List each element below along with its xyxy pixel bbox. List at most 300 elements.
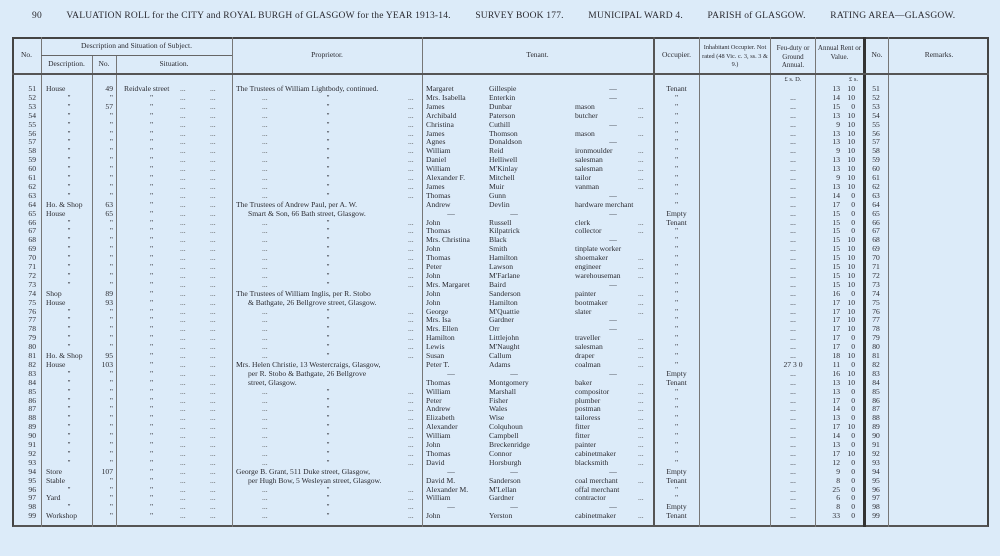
feu-duty: ... <box>790 404 796 414</box>
table-row <box>0 369 1000 378</box>
house-no: " <box>109 164 113 174</box>
house-no: " <box>109 448 113 458</box>
leader-dots: ... <box>180 199 186 209</box>
description: " <box>67 422 71 432</box>
proprietor: The Trustees of William Inglis, per R. Stobo <box>236 288 371 298</box>
occupier: " <box>674 351 679 360</box>
house-no: " <box>109 262 113 271</box>
tenant-first-name: — <box>447 502 455 512</box>
tenant-surname: Connor <box>489 448 512 458</box>
proprietor: " <box>326 173 330 182</box>
leader-dots: ... <box>262 226 268 236</box>
row-no-right: 84 <box>872 377 880 387</box>
situation: " <box>150 262 154 271</box>
feu-duty: ... <box>790 431 796 441</box>
occupier: Empty <box>666 208 687 218</box>
tenant-surname: Enterkin <box>489 92 516 102</box>
leader-dots: ... <box>638 181 644 191</box>
parish: PARISH of GLASGOW. <box>707 11 806 21</box>
tenant-surname: M'Naught <box>489 342 520 352</box>
table-row <box>0 449 1000 458</box>
tenant-surname: Mitchell <box>489 173 515 182</box>
house-no: " <box>109 270 113 280</box>
leader-dots: ... <box>210 502 216 512</box>
feu-duty: ... <box>790 502 796 512</box>
feu-duty: ... <box>790 226 796 236</box>
rent-shillings: 10 <box>847 324 855 334</box>
col-no: No. <box>20 50 33 59</box>
feu-duty: ... <box>790 244 796 254</box>
row-no: 77 <box>28 315 36 325</box>
leader-dots: ... <box>408 119 414 129</box>
proprietor: The Trustees of Andrew Paul, per A. W. <box>236 199 358 209</box>
rent-pounds: 14 <box>832 190 840 200</box>
tenant-occupation: fitter <box>575 422 590 432</box>
leader-dots: ... <box>180 386 186 396</box>
rent-pounds: 33 <box>832 511 840 521</box>
table-row <box>0 280 1000 289</box>
table-row <box>0 289 1000 298</box>
tenant-first-name: John <box>426 511 441 521</box>
leader-dots: ... <box>262 457 268 467</box>
tenant-occupation: collector <box>575 226 602 236</box>
tenant-surname: Adams <box>489 359 511 369</box>
rent-shillings: 0 <box>851 511 855 521</box>
tenant-surname: Gardner <box>489 493 514 503</box>
rent-pounds: 15 <box>832 262 840 271</box>
row-no-right: 76 <box>872 306 880 316</box>
description: " <box>67 324 71 334</box>
leader-dots: ... <box>180 181 186 191</box>
rent-pounds: 13 <box>832 84 840 93</box>
tenant-first-name: Susan <box>426 351 445 360</box>
tenant-occupation: clerk <box>575 217 591 227</box>
leader-dots: ... <box>408 448 414 458</box>
row-no: 79 <box>28 333 36 343</box>
leader-dots: ... <box>638 164 644 174</box>
house-no: " <box>109 377 113 387</box>
feu-duty: ... <box>790 119 796 129</box>
leader-dots: ... <box>210 306 216 316</box>
occupier: " <box>674 226 679 236</box>
row-no: 54 <box>28 110 36 120</box>
leader-dots: ... <box>210 137 216 147</box>
rent-shillings: 0 <box>851 466 855 476</box>
proprietor: " <box>326 448 330 458</box>
leader-dots: ... <box>210 155 216 165</box>
tenant-surname: Smith <box>489 244 508 254</box>
rent-shillings: 0 <box>851 333 855 343</box>
rent-pounds: 17 <box>832 324 840 334</box>
leader-dots: ... <box>408 146 414 156</box>
house-no: " <box>109 253 113 263</box>
situation: " <box>150 217 154 227</box>
description: " <box>67 333 71 343</box>
tenant-surname: Dunbar <box>489 101 512 111</box>
leader-dots: ... <box>262 128 268 138</box>
leader-dots: ... <box>638 262 644 271</box>
situation: " <box>150 484 154 494</box>
proprietor: " <box>326 395 330 405</box>
leader-dots: ... <box>180 368 186 378</box>
survey-book: SURVEY BOOK 177. <box>475 11 564 21</box>
rent-shillings: 10 <box>847 181 855 191</box>
row-no-right: 87 <box>872 404 880 414</box>
table-row <box>0 244 1000 253</box>
tenant-occupation: — <box>609 137 617 147</box>
tenant-occupation: compositor <box>575 386 610 396</box>
tenant-surname: Horsburgh <box>489 457 522 467</box>
row-no-right: 88 <box>872 413 880 423</box>
house-no: " <box>109 475 113 485</box>
rent-pounds: 9 <box>836 119 840 129</box>
situation: " <box>150 173 154 182</box>
leader-dots: ... <box>180 475 186 485</box>
col-description: Description. <box>48 59 85 68</box>
proprietor: " <box>326 422 330 432</box>
house-no: " <box>109 404 113 414</box>
tenant-first-name: John <box>426 217 441 227</box>
leader-dots: ... <box>180 431 186 441</box>
leader-dots: ... <box>262 395 268 405</box>
description: " <box>67 484 71 494</box>
leader-dots: ... <box>638 342 644 352</box>
leader-dots: ... <box>408 155 414 165</box>
tenant-first-name: Elizabeth <box>426 413 455 423</box>
row-no: 84 <box>28 377 36 387</box>
tenant-surname: Kilpatrick <box>489 226 520 236</box>
leader-dots: ... <box>210 466 216 476</box>
tenant-surname: — <box>510 208 518 218</box>
rent-pounds: 6 <box>836 493 840 503</box>
leader-dots: ... <box>180 208 186 218</box>
row-no: 65 <box>28 208 36 218</box>
feu-duty: ... <box>790 190 796 200</box>
tenant-first-name: Archibald <box>426 110 457 120</box>
house-no: " <box>109 342 113 352</box>
tenant-occupation: — <box>609 324 617 334</box>
description: " <box>67 457 71 467</box>
row-no-right: 54 <box>872 110 880 120</box>
row-no: 98 <box>28 502 36 512</box>
row-no-right: 99 <box>872 511 880 521</box>
feu-duty: ... <box>790 306 796 316</box>
description: " <box>67 279 71 289</box>
house-no: 103 <box>101 359 113 369</box>
proprietor: " <box>326 119 330 129</box>
tenant-occupation: coal merchant <box>575 475 618 485</box>
tenant-surname: Littlejohn <box>489 333 519 343</box>
tenant-first-name: Mrs. Isa <box>426 315 451 325</box>
tenant-surname: Gunn <box>489 190 506 200</box>
situation: " <box>150 422 154 432</box>
proprietor: " <box>326 457 330 467</box>
leader-dots: ... <box>408 244 414 254</box>
proprietor: " <box>326 333 330 343</box>
proprietor: per R. Stobo & Bathgate, 26 Bellgrove <box>248 368 367 378</box>
situation: " <box>150 413 154 423</box>
leader-dots: ... <box>408 511 414 521</box>
proprietor: " <box>326 493 330 503</box>
leader-dots: ... <box>210 368 216 378</box>
leader-dots: ... <box>180 297 186 307</box>
occupier: Tenant <box>666 475 687 485</box>
leader-dots: ... <box>262 386 268 396</box>
proprietor: " <box>326 484 330 494</box>
tenant-occupation: — <box>609 84 617 93</box>
table-row <box>0 378 1000 387</box>
row-no-right: 56 <box>872 128 880 138</box>
leader-dots: ... <box>210 457 216 467</box>
feu-duty: ... <box>790 511 796 521</box>
row-no-right: 63 <box>872 190 880 200</box>
house-no: " <box>109 173 113 182</box>
leader-dots: ... <box>180 137 186 147</box>
row-no: 51 <box>28 84 36 93</box>
row-no-right: 94 <box>872 466 880 476</box>
leader-dots: ... <box>210 324 216 334</box>
tenant-surname: Gardner <box>489 315 514 325</box>
proprietor: " <box>326 342 330 352</box>
house-no: 107 <box>101 466 113 476</box>
proprietor: " <box>326 164 330 174</box>
house-no: " <box>109 440 113 449</box>
leader-dots: ... <box>210 199 216 209</box>
rent-shillings: 10 <box>847 270 855 280</box>
table-row <box>0 387 1000 396</box>
leader-dots: ... <box>638 155 644 165</box>
occupier: " <box>674 137 679 147</box>
tenant-occupation: ironmoulder <box>575 146 613 156</box>
occupier: " <box>674 146 679 156</box>
leader-dots: ... <box>210 84 216 93</box>
tenant-first-name: Hamilton <box>426 333 455 343</box>
tenant-occupation: — <box>609 235 617 245</box>
description: " <box>67 217 71 227</box>
rent-pounds: 15 <box>832 270 840 280</box>
tenant-surname: Montgomery <box>489 377 529 387</box>
rent-shillings: 0 <box>851 226 855 236</box>
proprietor: " <box>326 92 330 102</box>
row-no: 61 <box>28 173 36 182</box>
rent-pounds: 17 <box>832 422 840 432</box>
row-no-right: 73 <box>872 279 880 289</box>
description: " <box>67 431 71 441</box>
row-no-right: 78 <box>872 324 880 334</box>
leader-dots: ... <box>210 484 216 494</box>
occupier: " <box>674 262 679 271</box>
description: " <box>67 315 71 325</box>
rent-shillings: 10 <box>847 297 855 307</box>
feu-duty: ... <box>790 377 796 387</box>
description: " <box>67 128 71 138</box>
leader-dots: ... <box>180 119 186 129</box>
row-no-right: 85 <box>872 386 880 396</box>
row-no: 90 <box>28 431 36 441</box>
rent-pounds: 9 <box>836 146 840 156</box>
feu-duty: ... <box>790 235 796 245</box>
feu-duty: ... <box>790 288 796 298</box>
leader-dots: ... <box>262 484 268 494</box>
rent-shillings: 0 <box>851 208 855 218</box>
leader-dots: ... <box>408 306 414 316</box>
row-no: 93 <box>28 457 36 467</box>
occupier: " <box>674 342 679 352</box>
leader-dots: ... <box>180 146 186 156</box>
leader-dots: ... <box>638 146 644 156</box>
tenant-first-name: John <box>426 440 441 449</box>
rent-shillings: 0 <box>851 288 855 298</box>
leader-dots: ... <box>210 431 216 441</box>
rent-pounds: 13 <box>832 440 840 449</box>
situation: " <box>150 164 154 174</box>
table-row <box>0 93 1000 102</box>
row-no-right: 66 <box>872 217 880 227</box>
table-row <box>0 396 1000 405</box>
tenant-surname: Orr <box>489 324 500 334</box>
row-no: 68 <box>28 235 36 245</box>
table-row <box>0 413 1000 422</box>
occupier: " <box>674 181 679 191</box>
leader-dots: ... <box>262 253 268 263</box>
row-no: 58 <box>28 146 36 156</box>
leader-dots: ... <box>210 164 216 174</box>
row-no: 72 <box>28 270 36 280</box>
proprietor: " <box>326 253 330 263</box>
leader-dots: ... <box>210 262 216 271</box>
rent-pounds: 9 <box>836 173 840 182</box>
leader-dots: ... <box>210 475 216 485</box>
occupier: " <box>674 244 679 254</box>
description: " <box>67 377 71 387</box>
feu-duty: ... <box>790 351 796 360</box>
leader-dots: ... <box>262 502 268 512</box>
rent-shillings: 10 <box>847 110 855 120</box>
row-no-right: 89 <box>872 422 880 432</box>
situation: " <box>150 440 154 449</box>
leader-dots: ... <box>210 422 216 432</box>
rent-shillings: 10 <box>847 235 855 245</box>
col-remarks: Remarks. <box>924 50 954 59</box>
rent-pounds: 17 <box>832 395 840 405</box>
leader-dots: ... <box>638 173 644 182</box>
table-row <box>0 155 1000 164</box>
leader-dots: ... <box>262 404 268 414</box>
feu-duty: ... <box>790 146 796 156</box>
row-no-right: 95 <box>872 475 880 485</box>
tenant-occupation: slater <box>575 306 592 316</box>
description: " <box>67 448 71 458</box>
leader-dots: ... <box>262 448 268 458</box>
description: " <box>67 244 71 254</box>
tenant-first-name: John <box>426 244 441 254</box>
tenant-surname: Campbell <box>489 431 519 441</box>
leader-dots: ... <box>210 119 216 129</box>
tenant-surname: Yerston <box>489 511 513 521</box>
row-no-right: 72 <box>872 270 880 280</box>
situation: " <box>150 404 154 414</box>
row-no-right: 51 <box>872 84 880 93</box>
feu-duty: ... <box>790 164 796 174</box>
rent-shillings: 0 <box>851 440 855 449</box>
house-no: " <box>109 190 113 200</box>
row-no: 59 <box>28 155 36 165</box>
row-no: 89 <box>28 422 36 432</box>
house-no: " <box>109 386 113 396</box>
table-row <box>0 226 1000 235</box>
proprietor: Smart & Son, 66 Bath street, Glasgow. <box>248 208 366 218</box>
row-no-right: 58 <box>872 146 880 156</box>
leader-dots: ... <box>210 146 216 156</box>
row-no: 74 <box>28 288 36 298</box>
leader-dots: ... <box>408 128 414 138</box>
description: Yard <box>46 493 61 503</box>
rent-pounds: 13 <box>832 137 840 147</box>
description: Store <box>46 466 63 476</box>
occupier: " <box>674 164 679 174</box>
leader-dots: ... <box>262 493 268 503</box>
rent-pounds: 13 <box>832 128 840 138</box>
col-proprietor: Proprietor. <box>311 50 343 59</box>
tenant-occupation: — <box>609 315 617 325</box>
leader-dots: ... <box>262 440 268 449</box>
row-no: 70 <box>28 253 36 263</box>
leader-dots: ... <box>408 315 414 325</box>
tenant-first-name: Christina <box>426 119 454 129</box>
tenant-first-name: Mrs. Ellen <box>426 324 459 334</box>
rent-units: £ s. <box>848 76 858 83</box>
situation: " <box>150 226 154 236</box>
leader-dots: ... <box>180 262 186 271</box>
tenant-occupation: warehouseman <box>575 270 621 280</box>
description: " <box>67 368 71 378</box>
leader-dots: ... <box>180 270 186 280</box>
house-no: 93 <box>105 297 113 307</box>
occupier: Tenant <box>666 377 687 387</box>
row-no: 76 <box>28 306 36 316</box>
house-no: " <box>109 306 113 316</box>
row-no: 71 <box>28 262 36 271</box>
tenant-first-name: Mrs. Isabella <box>426 92 466 102</box>
proprietor: " <box>326 110 330 120</box>
house-no: " <box>109 137 113 147</box>
tenant-surname: Lawson <box>489 262 514 271</box>
tenant-surname: Hamilton <box>489 297 518 307</box>
rent-shillings: 10 <box>847 279 855 289</box>
leader-dots: ... <box>262 270 268 280</box>
description: House <box>46 297 66 307</box>
situation: " <box>150 119 154 129</box>
description: House <box>46 208 66 218</box>
leader-dots: ... <box>210 110 216 120</box>
occupier: Tenant <box>666 84 687 93</box>
description: House <box>46 84 66 93</box>
table-row <box>0 511 1000 520</box>
house-no: " <box>109 431 113 441</box>
rent-pounds: 13 <box>832 110 840 120</box>
situation: " <box>150 190 154 200</box>
tenant-surname: M'Kinlay <box>489 164 518 174</box>
rent-pounds: 17 <box>832 315 840 325</box>
situation: " <box>150 315 154 325</box>
leader-dots: ... <box>180 440 186 449</box>
tenant-first-name: Thomas <box>426 226 451 236</box>
table-row <box>0 458 1000 467</box>
col-feu: Feu-duty or Ground Annual. <box>776 44 810 69</box>
leader-dots: ... <box>210 440 216 449</box>
proprietor: " <box>326 262 330 271</box>
page-heading <box>32 11 977 21</box>
